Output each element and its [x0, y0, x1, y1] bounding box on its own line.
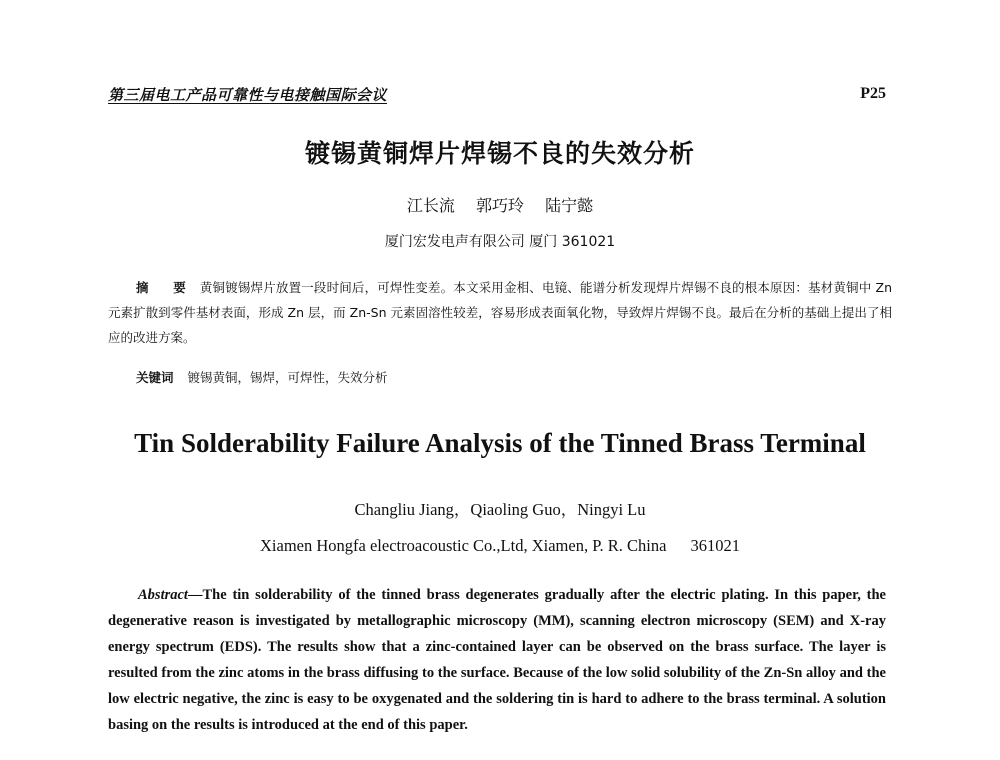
- chinese-abstract-text: 黄铜镀锡焊片放置一段时间后，可焊性变差。本文采用金相、电镜、能谱分析发现焊片焊锡不良的根本原因：基材黄铜中 Zn 元素扩散到零件基材表面，形成 Zn 层，而 Zn-Sn 元素固溶性较差，容易形成表面氧化物，导致焊片焊锡不良。最后在分析的基础上提出了相应的改进方案。: [108, 280, 892, 345]
- keywords-label: 关键词: [136, 370, 174, 385]
- conference-name: 第三届电工产品可靠性与电接触国际会议: [108, 86, 388, 104]
- page-number: P25: [860, 85, 886, 102]
- english-abstract-label: Abstract: [138, 587, 188, 603]
- author-1: 江长流: [406, 196, 455, 215]
- english-affiliation: [0, 536, 1000, 556]
- english-authors: Changliu Jiang，Qiaoling Guo，Ningyi Lu: [354, 500, 646, 519]
- chinese-abstract: [108, 275, 892, 350]
- chinese-affiliation: 厦门宏发电声有限公司 厦门 361021: [384, 234, 616, 250]
- english-abstract-text: —The tin solderability of the tinned brass degenerates gradually after the electric plating. In this paper, the degenerative reason is investigated by metallographic microscopy (MM), scanning electron microscopy (SEM) and X-ray energy spectrum (EDS). The results show that a zinc-contained layer can be observed on the brass surface. The layer is resulted from the zinc atoms in the brass diffusing to the surface. Because of the low solid solubility of the Zn-Sn alloy and the low electric negative, the zinc is easy to be oxygenated and the soldering tin is hard to adhere to the brass terminal. A solution basing on the results is introduced at the end of this paper.: [108, 587, 886, 733]
- chinese-authors: [0, 193, 1000, 216]
- chinese-title: 镀锡黄铜焊片焊锡不良的失效分析: [304, 139, 695, 168]
- author-3: 陆宁懿: [545, 196, 594, 215]
- english-title: Tin Solderability Failure Analysis of the Tinned Brass Terminal: [134, 428, 866, 458]
- running-header: [108, 84, 886, 110]
- chinese-abstract-label: 摘 要: [136, 280, 196, 295]
- postcode: 361021: [690, 536, 740, 555]
- english-abstract: [108, 582, 886, 738]
- chinese-keywords: [136, 368, 896, 386]
- author-2: 郭巧玲: [475, 196, 524, 215]
- keywords-text: 镀锡黄铜，锡焊，可焊性，失效分析: [187, 370, 388, 385]
- english-affiliation-name: Xiamen Hongfa electroacoustic Co.,Ltd, Xiamen, P. R. China: [260, 536, 667, 555]
